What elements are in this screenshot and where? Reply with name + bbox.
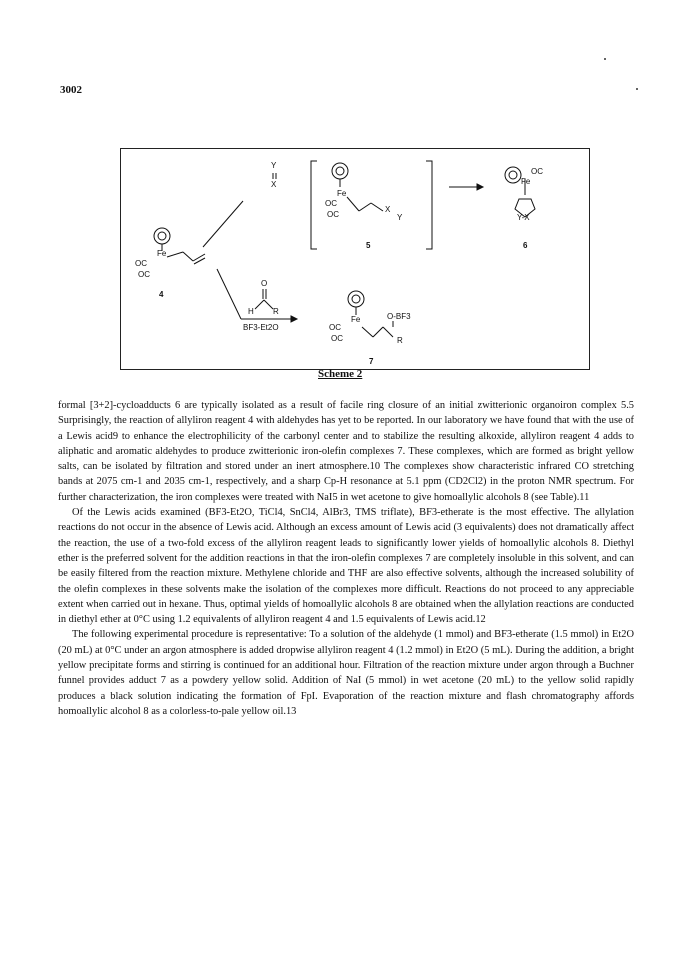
oc-label-7a: OC [329,323,341,332]
cp-ring-4 [154,228,170,244]
oc-label-4b: OC [138,270,150,279]
body-text [58,398,634,719]
lewis-acid-label: BF3-Et2O [243,323,279,332]
x-label-5: X [385,205,391,214]
bracket-left-5 [311,161,317,249]
aldehyde-o-label: O [261,279,268,288]
paragraph-3: The following experimental procedure is representative: To a solution of the aldehyde (1 mmol) and BF3-etherate (1.5 mmol) in Et2O (20 mL) at 0°C under an argon atmosphere is added dropwise allyliron reagent 4 (1.2 mmol) in Et2O (5 mL). During the addition, a bright yellow precipitate forms and stirring is continued for an additional hour. Filtration of the reaction mixture under argon through a Buchner funnel provides adduct 7 as a powdery yellow solid. Addition of NaI (5 mmol) in wet acetone (20 mL) to the yellow solid rapidly produces a black solution indicating the formation of FpI. Evaporation of the reaction mixture and flash chromatography affords homoallylic alcohol 8 as a colorless-to-pale yellow oil.13 [58,629,634,717]
arrow-to-5 [203,201,243,247]
compound-label-6: 6 [523,241,528,250]
fe-label-5: Fe [337,189,347,198]
compound-label-4: 4 [159,290,164,299]
oc-label-5a: OC [325,199,337,208]
cp-ring-7 [348,291,364,307]
scheme-caption: Scheme 2 [318,368,363,380]
paragraph-1: formal [3+2]-cycloadducts 6 are typically isolated as a result of facile ring closure of an initial zwitterionic organoiron complex 5.5 Surprisingly, the reaction of allyliron reagent 4 with aldehydes has yet to be reported. In our laboratory we have found that with the use of a Lewis acid9 to enhance the electrophilicity of the carbonyl center and to stabilize the resulting alkoxide, allyliron reagent 4 adds to aliphatic and aromatic aldehydes to produce zwitterionic iron-olefin complexes 7. These complexes, which are formed as bright yellow salts, can be isolated by filtration and stored under an inert atmosphere.10 The complexes show characteristic infrared CO stretching bands at 2075 cm-1 and 2035 cm-1, respectively, and a sharp Cp-H resonance at 5.1 ppm (CD2Cl2) in the proton NMR spectrum. For further characterization, the iron complexes were treated with NaI5 in wet acetone to give homoallylic alcohols 8 (see Table).11 [58,400,634,503]
fe-label-6: Fe [521,177,531,186]
fe-label-4: Fe [157,249,167,258]
obf3-label-7: O-BF3 [387,312,411,321]
aldehyde-r-label: R [273,307,279,316]
compound-label-5: 5 [366,241,371,250]
aldehyde-h-label: H [248,307,254,316]
oc-label-4a: OC [135,259,147,268]
fe-label-7: Fe [351,315,361,324]
scheme-figure [120,148,590,370]
oc-label-5b: OC [327,210,339,219]
ring-label-6: Y-X [517,213,530,222]
arrow-to-7 [217,269,241,319]
speck-mark [636,88,638,90]
reagent-x-label: X [271,180,277,189]
oc-label-7b: OC [331,334,343,343]
reagent-y-label: Y [271,161,277,170]
compound-label-7: 7 [369,357,374,366]
paragraph-2: Of the Lewis acids examined (BF3-Et2O, TiCl4, SnCl4, AlBr3, TMS triflate), BF3-etherate is the most effective. The allylation reactions do not occur in the absence of Lewis acid. Although an excess amount of Lewis acid (3 equivalents) does not dramatically affect the reaction, the use of a two-fold excess of the allyliron reagent leads to significantly lower yields of homoallylic alcohols 8. Diethyl ether is the preferred solvent for the addition reactions in that the iron-olefin complexes 7 are completely insoluble in this solvent, and can be easily filtered from the reaction mixture. Methylene chloride and THF are also effective solvents, although the increased solubility of the olefin complexes in these solvents make the isolation of the complexes more difficult. Reactions do not proceed to any appreciable extent when carried out in hexane. Thus, optimal yields of homoallylic alcohols 8 are obtained when the allylation reactions are conducted in diethyl ether at 0°C using 1.2 equivalents of allyliron reagent 4 and 1.5 equivalents of Lewis acid.12 [58,507,634,626]
cp-ring-5 [332,163,348,179]
oc-label-6: OC [531,167,543,176]
speck-mark [604,58,606,60]
cp-ring-6 [505,167,521,183]
r-label-7: R [397,336,403,345]
page-number: 3002 [60,84,82,96]
y-label-5: Y [397,213,403,222]
bracket-right-5 [426,161,432,249]
